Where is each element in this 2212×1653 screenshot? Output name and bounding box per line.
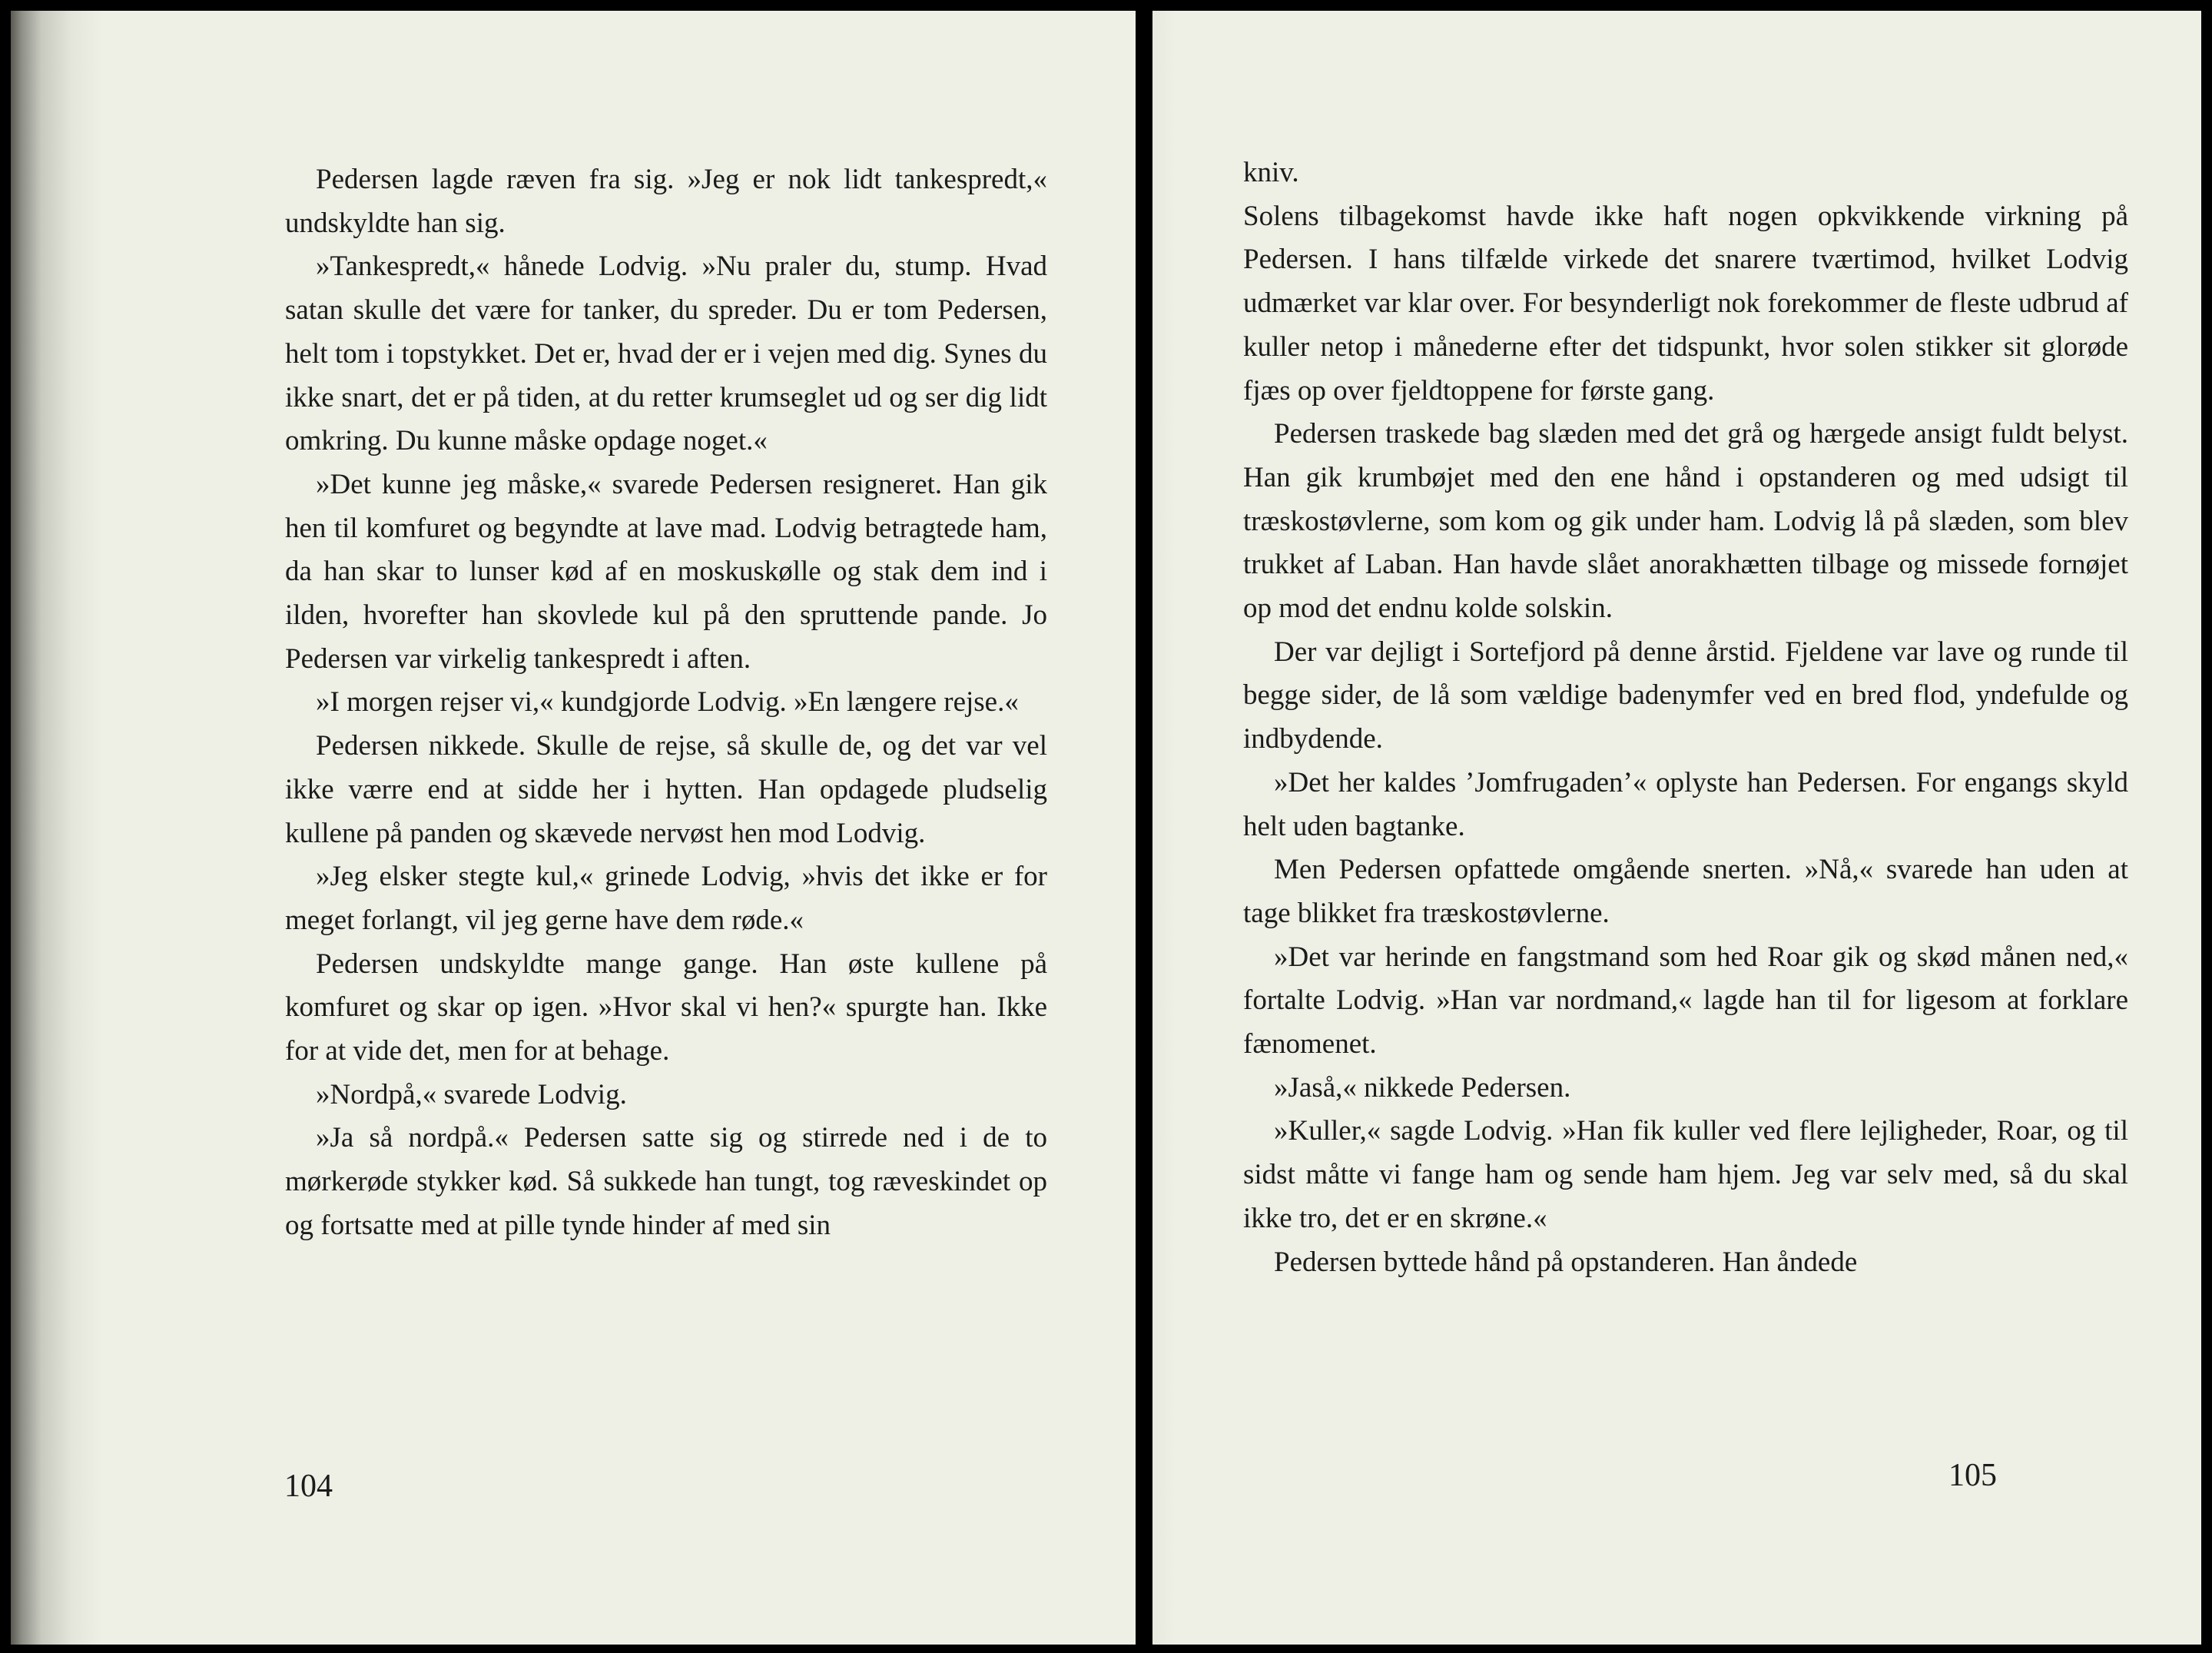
paragraph: »Det her kaldes ’Jomfrugaden’« oplyste han Pedersen. For engangs skyld helt uden bagtanke. xyxy=(1243,766,2128,842)
left-page xyxy=(11,11,1136,1645)
paragraph: Pedersen traskede bag slæden med det grå og hærgede ansigt fuldt belyst. Han gik krumbøjet med den ene hånd i opstanderen og med udsigt til træskostøvlerne, som kom og gik under ham. Lodvig lå på slæden, som blev trukket af Laban. Han havde slået anorakhætten tilbage og missede fornøjet op mod det endnu kolde solskin. xyxy=(1243,418,2128,625)
paragraph: »Tankespredt,« hånede Lodvig. »Nu praler du, stump. Hvad satan skulle det være for tanker, du spreder. Du er tom Pedersen, helt tom i topstykket. Det er, hvad der er i vejen med dig. Synes du ikke snart, det er på tiden, at du retter krumseglet ud og ser dig lidt omkring. Du kunne måske opdage noget.« xyxy=(285,251,1047,457)
right-page xyxy=(1152,11,2201,1645)
paragraph: »Jaså,« nikkede Pedersen. xyxy=(1274,1071,1571,1104)
paragraph: Pedersen undskyldte mange gange. Han øste kullene på komfuret og skar op igen. »Hvor skal vi hen?« spurgte han. Ikke for at vide det, men for at behage. xyxy=(285,948,1047,1067)
page-number-right: 105 xyxy=(1948,1458,1997,1493)
paragraph: Men Pedersen opfattede omgående snerten. »Nå,« svarede han uden at tage blikket fra træskostøvlerne. xyxy=(1243,854,2128,929)
paragraph: »Kuller,« sagde Lodvig. »Han fik kuller ved flere lejligheder, Roar, og til sidst måtte vi fange ham og sende ham hjem. Jeg var selv med, så du skal ikke tro, det er en skrøne.« xyxy=(1243,1115,2128,1234)
left-page-text xyxy=(285,158,1047,1248)
paragraph: »Ja så nordpå.« Pedersen satte sig og stirrede ned i de to mørkerøde stykker kød. Så sukkede han tungt, tog ræveskindet op og fortsatte med at pille tynde hinder af med sin xyxy=(285,1122,1047,1241)
paragraph: Pedersen lagde ræven fra sig. »Jeg er nok lidt tankespredt,« undskyldte han sig. xyxy=(285,164,1047,239)
page-number-left: 104 xyxy=(284,1469,333,1504)
right-page-text xyxy=(1243,151,2128,1284)
paragraph: »Jeg elsker stegte kul,« grinede Lodvig, »hvis det ikke er for meget forlangt, vil jeg gerne have dem røde.« xyxy=(285,861,1047,936)
paragraph: Pedersen byttede hånd på opstanderen. Han åndede xyxy=(1274,1246,1858,1278)
paragraph-continuation: kniv. xyxy=(1243,157,1299,188)
paragraph: »Nordpå,« svarede Lodvig. xyxy=(316,1078,627,1110)
paragraph: »Det var herinde en fangstmand som hed Roar gik og skød månen ned,« fortalte Lodvig. »Han var nordmand,« lagde han til for ligesom at forklare fænomenet. xyxy=(1243,941,2128,1061)
paragraph: Solens tilbagekomst havde ikke haft nogen opkvikkende virkning på Pedersen. I hans tilfælde virkede det snarere tværtimod, hvilket Lodvig udmærket var klar over. For besynderligt nok forekommer de fleste udbrud af kuller netop i månederne efter det tidspunkt, hvor solen stikker sit glorøde fjæs op over fjeldtoppene for første gang. xyxy=(1243,200,2128,407)
paragraph: »I morgen rejser vi,« kundgjorde Lodvig. »En længere rejse.« xyxy=(316,686,1019,719)
paragraph: Der var dejligt i Sortefjord på denne årstid. Fjeldene var lave og runde til begge sider, de lå som vældige badenymfer ved en bred flod, yndefulde og indbydende. xyxy=(1243,636,2128,755)
paragraph: Pedersen nikkede. Skulle de rejse, så skulle de, og det var vel ikke værre end at sidde her i hytten. Han opdagede pludselig kullene på panden og skævede nervøst hen mod Lodvig. xyxy=(285,730,1047,849)
paragraph: »Det kunne jeg måske,« svarede Pedersen resigneret. Han gik hen til komfuret og begyndte at lave mad. Lodvig betragtede ham, da han skar to lunser kød af en moskuskølle og stak dem ind i ilden, hvorefter han skovlede kul på den spruttende pande. Jo Pedersen var virkelig tankespredt i aften. xyxy=(285,468,1047,675)
